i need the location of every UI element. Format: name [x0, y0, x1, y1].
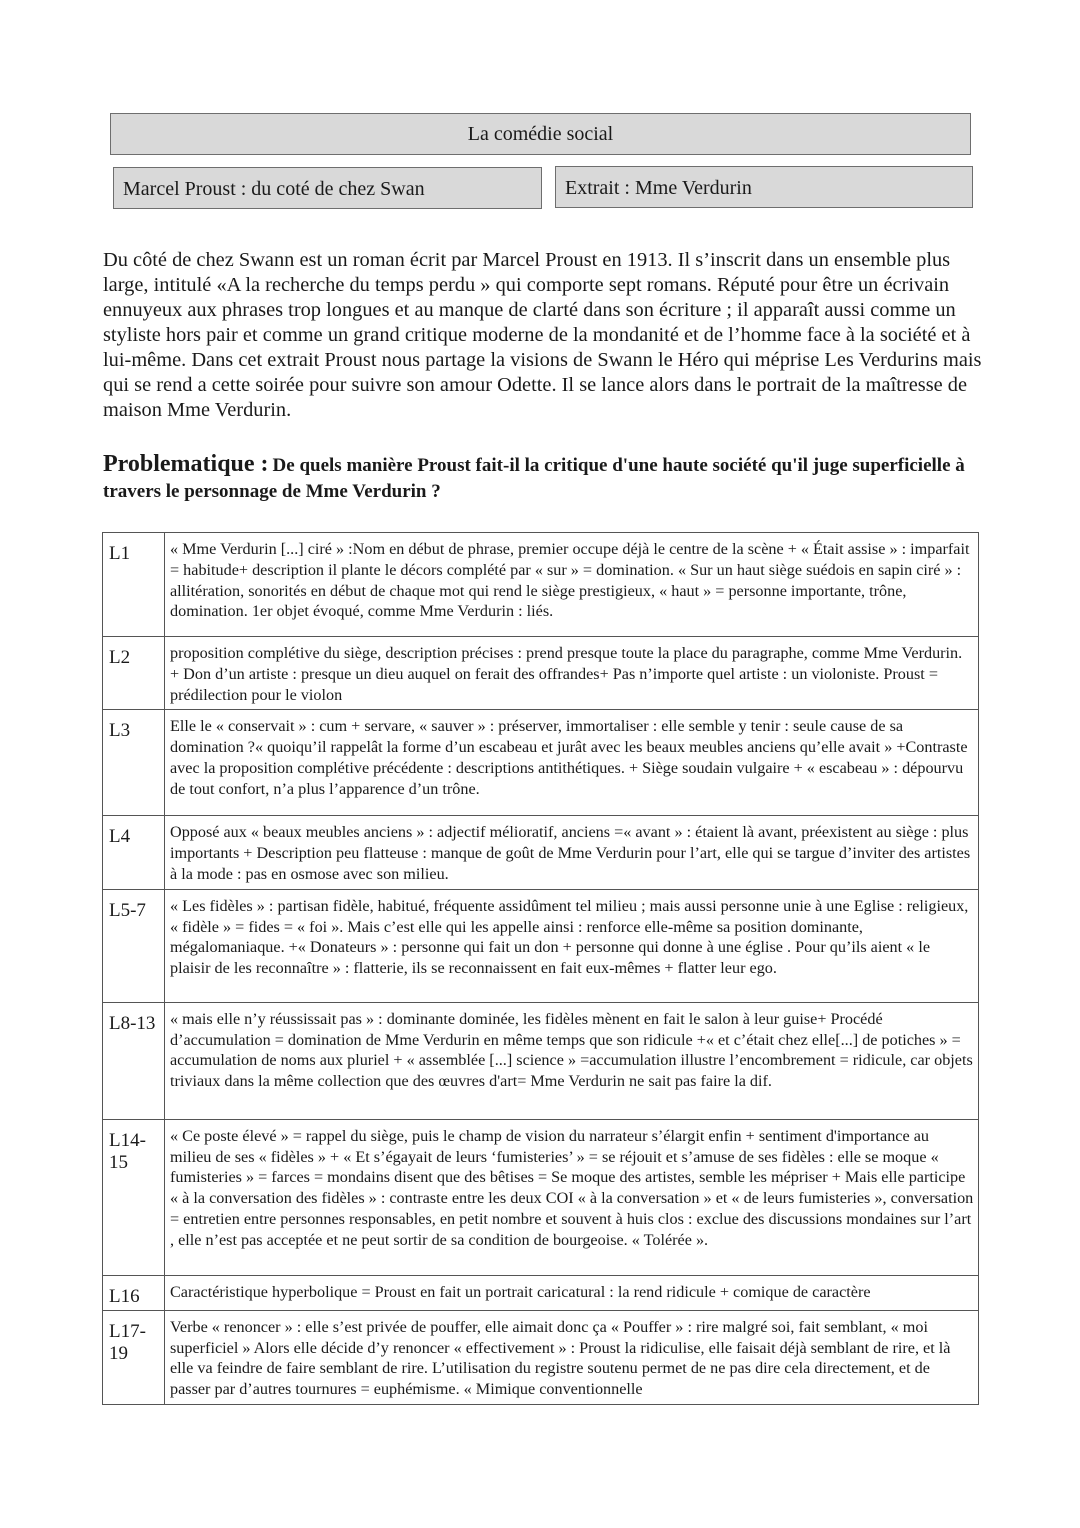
line-reference: L3 — [103, 710, 165, 816]
analysis-text: « Ce poste élevé » = rappel du siège, puis le champ de vision du narrateur s’élargit enfin + sentiment d'importance au milieu de ses « fidèles » + « Et s’égayait de leurs ‘fumisteries’ » = se réjouit et s’amuse de ses fidèles : elle se moque « fumisteries » = farces = mondains disent que des bêtises = Se moque des artistes, semble les mépriser + Mais elle participe « à la conversation des fidèles » : contraste entre les deux COI « à la conversation » et « de leurs fumisteries », conversation = entretien entre personnes responsables, en petit nombre et souvent à huis clos : exclue des discussions mondaines sur l’art , elle n’est pas acceptée et ne peut sortir de sa condition de bourgeoise. « Tolérée ». — [165, 1119, 979, 1275]
problematique-text: De quels manière Proust fait-il la critique d'une haute société qu'il juge superficielle à travers le personnage de Mme Verdurin ? — [103, 455, 965, 502]
intro-paragraph: Du côté de chez Swann est un roman écrit par Marcel Proust en 1913. Il s’inscrit dans un ensemble plus large, intitulé «A la recherche du temps perdu » qui comporte sept romans. Réputé pour être un écrivain ennuyeux aux phrases trop longues et au manque de clarté dans son écriture ; il apparaît aussi comme un styliste hors pair et comme un grand critique moderne de la mondanité et de l’homme face à la société et à lui-même. Dans cet extrait Proust nous partage la visions de Swann le Héro qui méprise Les Verdurins mais qui se rend a cette soirée pour suivre son amour Odette. Il se lance alors dans le portrait de la maîtresse de maison Mme Verdurin. — [103, 249, 982, 421]
analysis-text: proposition complétive du siège, description précises : prend presque toute la place du paragraphe, comme Mme Verdurin. + Don d’un artiste : presque un dieu auquel on ferait des offrandes+ Pas n’importe quel artiste : un violoniste. Proust = prédilection pour le violon — [165, 637, 979, 710]
analysis-text: Elle le « conservait » : cum + servare, « sauver » : préserver, immortaliser : elle semble y tenir : seule cause de sa domination ?« quoiqu’il rappelât la forme d’un escabeau et jurât avec les beaux meubles anciens qu’elle avait » +Contraste avec la proposition complétive précédente : descriptions antithétiques. + Siège soudain vulgaire + « escabeau » : dépourvu de tout confort, n’a plus l’apparence d’un trône. — [165, 710, 979, 816]
line-reference: L16 — [103, 1275, 165, 1310]
table-row — [103, 1275, 979, 1310]
extract-text: Extrait : Mme Verdurin — [565, 177, 752, 199]
title-text: La comédie social — [467, 123, 614, 145]
problematique — [103, 452, 973, 505]
line-reference: L4 — [103, 816, 165, 889]
analysis-text: Verbe « renoncer » : elle s’est privée de pouffer, elle aimait donc ça « Pouffer » : rire malgré soi, fait semblant, « moi superficiel » Alors elle décide d’y renoncer « effectivement » : Proust la ridiculise, elle faisait déjà semblant de rire, et là elle va feindre de faire semblant de rire. L’utilisation du registre soutenu permet de ne pas dire cela directement, et de passer par d’autres tournures = euphémisme. « Mimique conventionnelle — [165, 1310, 979, 1404]
line-reference: L5-7 — [103, 889, 165, 1002]
analysis-text: Caractéristique hyperbolique = Proust en fait un portrait caricatural : la rend ridicule + comique de caractère — [165, 1275, 979, 1310]
line-reference: L8-13 — [103, 1002, 165, 1119]
document-title — [110, 113, 971, 155]
table-row — [103, 889, 979, 1002]
table-row — [103, 816, 979, 889]
analysis-text: Opposé aux « beaux meubles anciens » : adjectif mélioratif, anciens =« avant » : étaient là avant, préexistent au siège : plus importants + Description peu flatteuse : manque de goût de Mme Verdurin pour l’art, elle qui se targue d’inviter des artistes à la mode : pas en osmose avec son milieu. — [165, 816, 979, 889]
table-row — [103, 1310, 979, 1404]
table-row — [103, 1002, 979, 1119]
table-row — [103, 637, 979, 710]
analysis-table-body — [103, 533, 979, 1405]
author-work-text: Marcel Proust : du coté de chez Swan — [123, 178, 425, 200]
extract-box — [555, 166, 973, 208]
table-row — [103, 533, 979, 637]
line-reference: L17-19 — [103, 1310, 165, 1404]
problematique-label: Problematique : — [103, 451, 269, 477]
table-row — [103, 710, 979, 816]
table-row — [103, 1119, 979, 1275]
line-reference: L1 — [103, 533, 165, 637]
analysis-text: « mais elle n’y réussissait pas » : dominante dominée, les fidèles mènent en fait le salon à leur guise+ Procédé d’accumulation = domination de Mme Verdurin en même temps que son ridicule +« et c’était chez elle[...] de potiches » = accumulation de noms aux pluriel + « assemblée [...] science » =accumulation illustre l’encombrement = ridicule, car objets triviaux dans la même collection que des œuvres d'art= Mme Verdurin ne sait pas faire la dif. — [165, 1002, 979, 1119]
line-reference: L14-15 — [103, 1119, 165, 1275]
analysis-text: « Les fidèles » : partisan fidèle, habitué, fréquente assidûment tel milieu ; mais aussi personne unie à une Eglise : religieux, « fidèle » = fides = « foi ». Mais c’est elle qui les appelle ainsi : renforce elle-même sa position dominante, mégalomaniaque. +« Donateurs » : personne qui fait un don + personne qui donne à une église . Pour qu’ils aient « le plaisir de les reconnaître » : flatterie, ils se reconnaissent en fait eux-mêmes + flatter leur ego. — [165, 889, 979, 1002]
author-work-box — [113, 167, 542, 209]
analysis-table — [102, 532, 979, 1405]
line-reference: L2 — [103, 637, 165, 710]
analysis-text: « Mme Verdurin [...] ciré » :Nom en début de phrase, premier occupe déjà le centre de la scène + « Était assise » : imparfait = habitude+ description il plante le décors complété par « sur » = domination. « Sur un haut siège suédois en sapin ciré » : allitération, sonorités en début de chaque mot qui rend le siège prestigieux, « haut » = personne importante, trône, domination. 1er objet évoqué, comme Mme Verdurin : liés. — [165, 533, 979, 637]
